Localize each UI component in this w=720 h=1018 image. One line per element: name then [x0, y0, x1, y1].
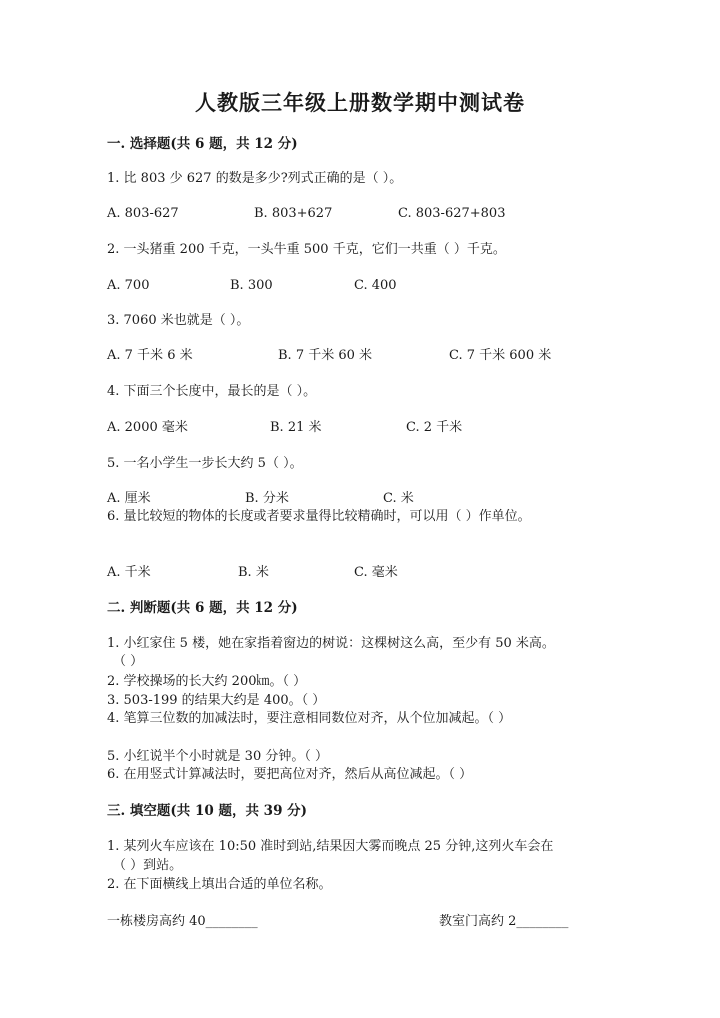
option-b: B. 分米 [245, 491, 289, 506]
option-b: B. 300 [230, 278, 273, 293]
section-heading-choice: 一. 选择题(共 6 题，共 12 分) [107, 136, 298, 152]
question-text: 6. 在用竖式计算减法时，要把高位对齐，然后从高位减起。（ ） [107, 767, 473, 782]
question-text: 1. 某列火车应该在 10:50 准时到站,结果因大雾而晚点 25 分钟,这列火车会在 [107, 839, 554, 854]
fill-item: 一栋楼房高约 40________ [107, 914, 258, 929]
question-text: 5. 一名小学生一步长大约 5（ ）。 [107, 456, 303, 471]
answer-blank: （ ）到站。 [113, 858, 183, 873]
question-text: 3. 503-199 的结果大约是 400。（ ） [107, 693, 326, 708]
answer-blank: （ ） [113, 654, 144, 669]
option-a: A. 700 [107, 278, 150, 293]
page-title: 人教版三年级上册数学期中测试卷 [195, 90, 525, 115]
option-c: C. 2 千米 [406, 420, 463, 435]
option-b: B. 7 千米 60 米 [278, 348, 373, 363]
question-text: 4. 笔算三位数的加减法时，要注意相同数位对齐，从个位加减起。（ ） [107, 711, 512, 726]
question-text: 1. 小红家住 5 楼，她在家指着窗边的树说：这棵树这么高，至少有 50 米高。 [107, 636, 555, 651]
question-text: 4. 下面三个长度中，最长的是（ ）。 [107, 384, 317, 399]
question-text: 1. 比 803 少 627 的数是多少?列式正确的是（ ）。 [107, 171, 403, 186]
option-b: B. 21 米 [270, 420, 322, 435]
question-text: 5. 小红说半个小时就是 30 分钟。（ ） [107, 749, 328, 764]
option-c: C. 米 [383, 491, 414, 506]
option-a: A. 千米 [107, 565, 151, 580]
option-c: C. 400 [354, 278, 397, 293]
question-text: 2. 一头猪重 200 千克，一头牛重 500 千克，它们一共重（ ）千克。 [107, 242, 506, 257]
question-text: 6. 量比较短的物体的长度或者要求量得比较精确时，可以用（ ）作单位。 [107, 509, 531, 524]
question-text: 3. 7060 米也就是（ ）。 [107, 313, 250, 328]
section-heading-judge: 二. 判断题(共 6 题，共 12 分) [107, 600, 298, 616]
option-c: C. 毫米 [354, 565, 398, 580]
option-b: B. 803+627 [254, 206, 333, 221]
option-c: C. 7 千米 600 米 [449, 348, 552, 363]
option-b: B. 米 [238, 565, 269, 580]
question-text: 2. 在下面横线上填出合适的单位名称。 [107, 877, 332, 892]
option-a: A. 厘米 [107, 491, 151, 506]
option-a: A. 2000 毫米 [107, 420, 188, 435]
question-text: 2. 学校操场的长大约 200㎞。（ ） [107, 674, 307, 689]
option-a: A. 7 千米 6 米 [107, 348, 193, 363]
section-heading-fill: 三. 填空题(共 10 题，共 39 分) [107, 803, 308, 819]
option-c: C. 803-627+803 [398, 206, 506, 221]
fill-item: 教室门高约 2________ [439, 914, 569, 929]
option-a: A. 803-627 [107, 206, 179, 221]
